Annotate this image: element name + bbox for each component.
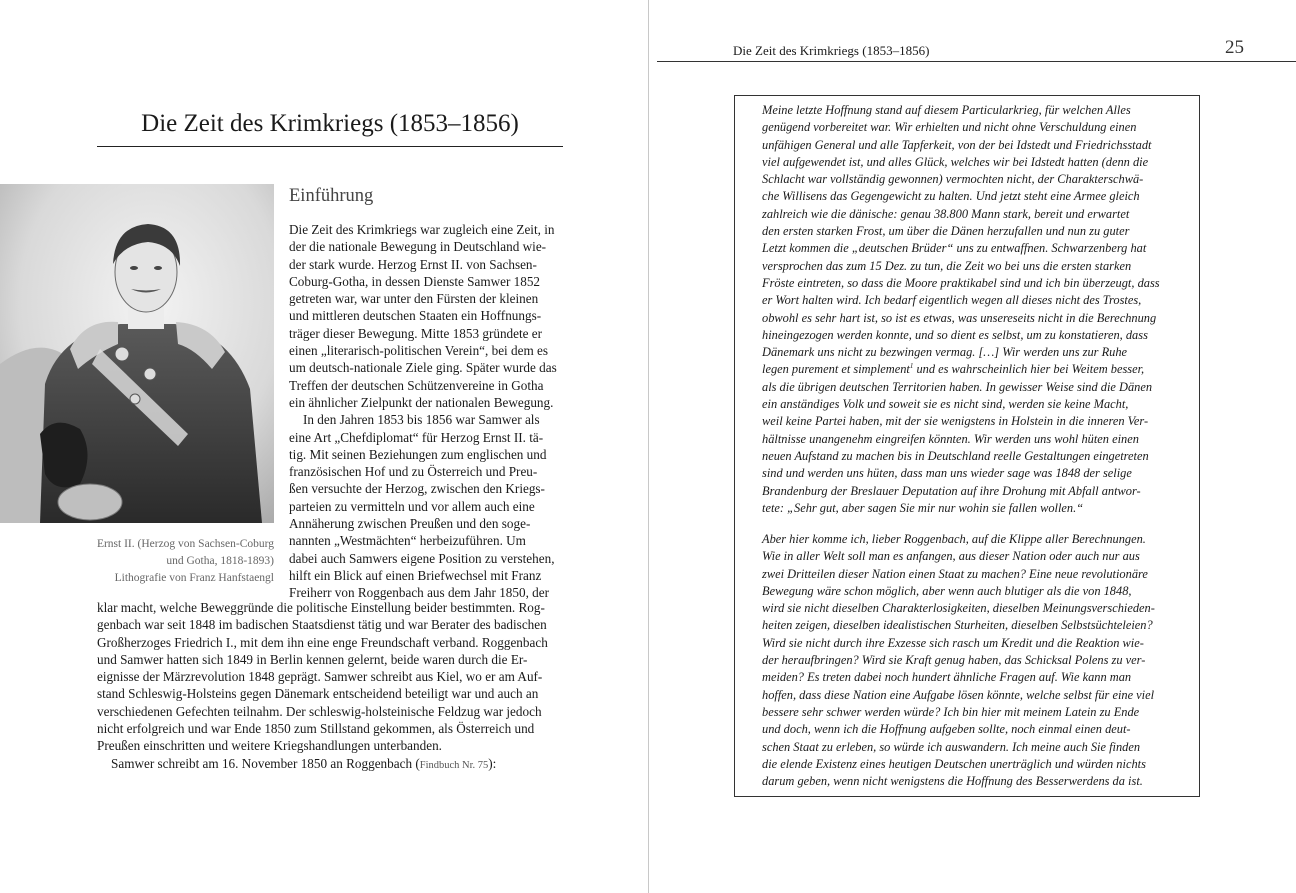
chapter-title: Die Zeit des Krimkriegs (1853–1856)	[141, 110, 519, 137]
quote-line: tete: „Sehr gut, aber sagen Sie mir nur wohin sie fallen wollen.“	[762, 500, 1084, 515]
text-line: träger dieser Bewegung. Mitte 1853 gründete er	[289, 325, 543, 341]
quote-line: che Willisens das Gegengewicht zu halten. Und jetzt steht eine Armee gleich	[762, 189, 1140, 204]
text-line: stand Schleswig-Holsteins gegen Dänemark entscheidend beteiligt war und auch an	[97, 686, 539, 702]
quote-line: obwohl es sehr hart ist, so ist es etwas, was unsereseits nicht in die Berechnung	[762, 310, 1157, 325]
source-line-prefix: Samwer schreibt am 16. November 1850 an Roggenbach (	[111, 755, 420, 771]
text-line: tig. Mit seinen Beziehungen zum englischen und	[289, 446, 547, 462]
quote-line-with-footnote	[762, 361, 1170, 378]
section-heading: Einführung	[289, 186, 374, 206]
quote-paragraph-1	[762, 102, 1170, 517]
text-line: verschiedenen Gefechten teilnahm. Der schleswig-holsteinische Feldzug war jedoch	[97, 703, 542, 719]
quote-line: genügend vorbereitet war. Wir erhielten und nicht ohne Verschuldung einen	[762, 120, 1137, 135]
text-line: Annäherung zwischen Preußen und den soge-	[289, 516, 531, 532]
body-text-column	[289, 221, 563, 602]
caption-line: Lithografie von Franz Hanfstaengl	[114, 572, 274, 584]
quote-line: zwei Dritteilen dieser Nation einen Staat zu machen? Eine neue revolutionäre	[762, 566, 1148, 581]
text-line: französischen Hof und zu Österreich und Preu-	[289, 464, 538, 480]
quote-line: weil keine Partei haben, mit der sie wenigstens in Holstein in die inneren Ver-	[762, 414, 1149, 429]
quote-line: den ersten starken Frost, um über die Dänen herzufallen und nun zu guter	[762, 224, 1130, 239]
quote-line: viel aufgewendet ist, und alles Glück, welches wir bei Idstedt hatten (denn die	[762, 154, 1149, 169]
quote-line: unfähigen General und alle Tapferkeit, von der bei Idstedt und Friedrichsstadt	[762, 137, 1152, 152]
text-line: ßen versuchte der Herzog, zwischen den Kriegs-	[289, 481, 545, 497]
quote-line: zahlreich wie die dänische: genau 38.800 Mann stark, bereit und erwartet	[762, 206, 1130, 221]
quote-line: der heraufbringen? Wird sie Kraft genug haben, das Schicksal Polens zu ver-	[762, 653, 1146, 668]
header-rule	[657, 61, 1296, 62]
quote-line: sind und werden uns hüten, dass man uns wieder sage was 1848 der selige	[762, 466, 1132, 481]
quote-line: Wie in aller Welt soll man es anfangen, aus dieser Nation oder auch nur aus	[762, 549, 1140, 564]
text-line: nicht erfolgreich und war Ende 1850 zum Stillstand gekommen, als Österreich und	[97, 721, 535, 737]
text-line: nannten „Westmächten“ herbeizuführen. Um	[289, 533, 526, 549]
quote-line: die elende Existenz eines heutigen Deutschen unerträglich und würden nichts	[762, 756, 1146, 771]
quote-line: Bewegung wäre schon möglich, aber wenn auch blutiger als die von 1848,	[762, 583, 1132, 598]
quote-line: bessere sehr schwer werden würde? Ich bin hier mit meinem Latein zu Ende	[762, 704, 1140, 719]
quote-line: versprochen das zum 15 Dez. zu tun, die Zeit wo bei uns die ersten starken	[762, 258, 1132, 273]
text-line: genbach war seit 1848 im badischen Staatsdienst tätig und war Berater des badischen	[97, 617, 547, 633]
text-line: hilft ein Blick auf einen Briefwechsel mit Franz	[289, 567, 542, 583]
text-line: Die Zeit des Krimkriegs war zugleich eine Zeit, in	[289, 222, 555, 237]
text-line: der die nationale Bewegung in Deutschland wie-	[289, 239, 547, 255]
quote-line: wird sie nicht dieselben Charakterlosigkeiten, dieselben Meinungsverschieden-	[762, 601, 1155, 616]
portrait-image	[0, 184, 274, 523]
text-line: getreten war, war unter den Fürsten der kleinen	[289, 291, 539, 307]
findbuch-reference: Findbuch Nr. 75	[419, 759, 489, 771]
quote-line: heiten zeigen, dieselben idealistischen Sturheiten, dieselben Selbstsüchteleien?	[762, 618, 1153, 633]
quote-line: meiden? Es treten dabei noch hundert ähnliche Fragen auf. Wie kann man	[762, 670, 1132, 685]
quote-line: hineingezogen werden konnte, und so dient es selbst, um zu konstatieren, dass	[762, 327, 1148, 342]
text-line: dabei auch Samwers eigene Position zu verstehen,	[289, 550, 555, 566]
text-line: Freiherr von Roggenbach aus dem Jahr 1850, der	[289, 585, 550, 601]
text-line: einen „literarisch-politischen Verein“, bei dem es	[289, 343, 549, 359]
caption-line: Ernst II. (Herzog von Sachsen-Coburg	[96, 538, 274, 550]
quote-line: Meine letzte Hoffnung stand auf diesem Particularkrieg, für welchen Alles	[762, 103, 1131, 117]
page-number: 25	[1225, 37, 1244, 58]
quote-line: hoffen, dass diese Nation eine Aufgabe lösen könnte, welche selbst für eine viel	[762, 687, 1155, 702]
quote-line: Letzt kommen die „deutschen Brüder“ uns zu entwaffnen. Schwarzenberg hat	[762, 241, 1147, 256]
quote-line: er Wort halten wird. Ich bedarf eigentlich wegen all dieses nicht des Trostes,	[762, 293, 1142, 308]
quote-line: schen Staat zu erleben, so würde ich auswandern. Ich meine auch Sie finden	[762, 739, 1141, 754]
text-line: eine Art „Chefdiplomat“ für Herzog Ernst II. tä-	[289, 429, 544, 445]
body-text-full	[97, 599, 563, 774]
text-line: um deutsch-nationale Ziele ging. Später wurde das	[289, 360, 557, 376]
quote-line: Schlacht war vollständig gewonnen) vermochten nicht, der Charakterschwä-	[762, 172, 1144, 187]
portrait-caption	[0, 536, 274, 587]
quote-line: Wird sie nicht durch ihre Exzesse sich rasch um Kredit und die Reaktion wie-	[762, 635, 1144, 650]
caption-line: und Gotha, 1818-1893)	[166, 555, 274, 567]
text-line: ein ähnlicher Zielpunkt der nationalen Bewegung.	[289, 394, 554, 410]
quote-line: ein anständiges Volk und soweit sie es nicht sind, werden sie keine Macht,	[762, 397, 1129, 412]
quote-line-start: legen purement et simplement	[762, 362, 910, 377]
text-line: In den Jahren 1853 bis 1856 war Samwer als	[303, 412, 540, 428]
quote-line: Brandenburg der Breslauer Deputation auf ihre Drohung mit Abfall antwor-	[762, 483, 1141, 498]
text-line-source	[97, 755, 563, 774]
text-line: und mittleren deutschen Staaten ein Hoffnungs-	[289, 308, 542, 324]
quote-line: als die übrigen deutschen Territorien haben. In gewisser Weise sind die Dänen	[762, 379, 1153, 394]
footnote-mark[interactable]: 1	[909, 362, 914, 371]
portrait-lithograph	[0, 184, 274, 523]
quote-line: Fröste eintreten, so dass die Moore praktikabel sind und ich bin überzeugt, dass	[762, 275, 1160, 290]
text-line: Treffen der deutschen Schützenvereine in Gotha	[289, 377, 544, 393]
text-line: der stark wurde. Herzog Ernst II. von Sachsen-	[289, 256, 537, 272]
quote-line-end: und es wahrscheinlich hier bei Weitem besser,	[913, 362, 1145, 377]
title-rule	[97, 146, 563, 147]
text-line: Großherzoges Friedrich I., mit dem ihn eine enge Freundschaft verband. Roggenbach	[97, 634, 548, 650]
quote-paragraph-2	[762, 531, 1170, 790]
quote-line: Dänemark uns nicht zu bezwingen vermag. […] Wir werden uns zur Ruhe	[762, 345, 1128, 360]
quote-line: darum geben, wenn nicht wenigstens die Hoffnung des Besserwerdens da ist.	[762, 774, 1143, 789]
quote-line: hältnisse unangenehm eingreifen könnten. Wir werden uns wohl hüten einen	[762, 431, 1139, 446]
right-page	[649, 0, 1296, 893]
source-line-suffix: ):	[488, 755, 497, 771]
quote-line: und doch, wenn ich die Hoffnung aufgeben sollte, noch einmal einen deut-	[762, 722, 1131, 737]
running-head: Die Zeit des Krimkriegs (1853–1856)	[733, 43, 930, 58]
text-line: und Samwer hatten sich 1849 in Berlin kennen gelernt, beide waren durch die Er-	[97, 651, 528, 667]
text-line: Coburg-Gotha, in dessen Dienste Samwer 1852	[289, 273, 541, 289]
text-line: klar macht, welche Beweggründe die politische Einstellung beider bestimmten. Rog-	[97, 600, 545, 615]
quote-line: Aber hier komme ich, lieber Roggenbach, auf die Klippe aller Berechnungen.	[762, 532, 1146, 546]
text-line: eignisse der Märzrevolution 1848 geprägt. Samwer schreibt aus Kiel, wo er am Auf-	[97, 669, 543, 685]
quote-line: neuen Aufstand zu machen bis in Deutschland reelle Gestaltungen eingetreten	[762, 448, 1149, 463]
text-line: parteien zu vermitteln und vor allem auch eine	[289, 498, 535, 514]
text-line: Preußen einschritten und weitere Kriegshandlungen unterbanden.	[97, 738, 442, 754]
